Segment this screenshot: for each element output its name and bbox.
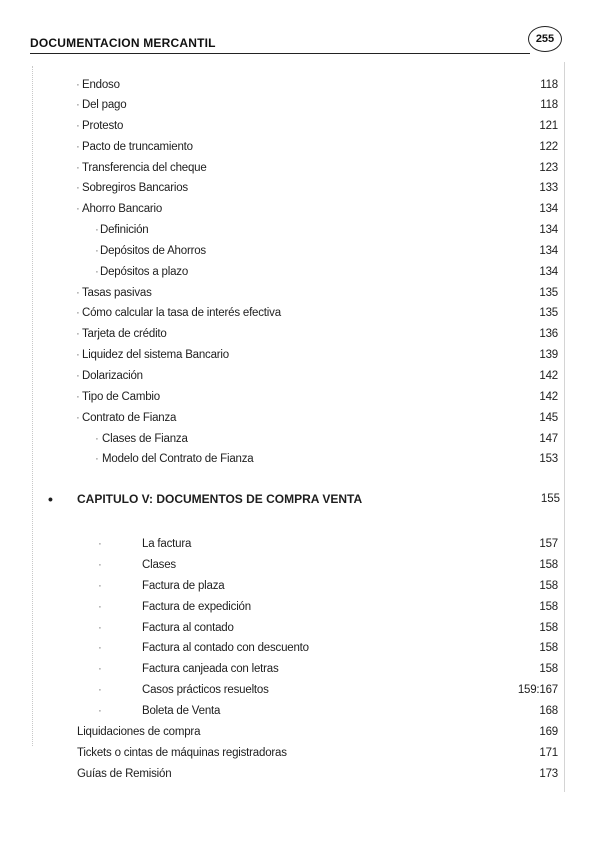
toc-entry: [0, 724, 558, 740]
entry-page: 173: [539, 768, 558, 780]
entry-label: Depósitos a plazo: [100, 266, 189, 278]
entry-label: Factura de expedición: [142, 601, 251, 613]
entry-page: 153: [539, 453, 558, 465]
entry-page: 171: [539, 747, 558, 759]
bullet-dot-icon: ·: [76, 162, 80, 174]
toc-entry: [0, 368, 558, 384]
toc-entry: [0, 222, 558, 238]
bullet-dot-icon: ·: [76, 328, 80, 340]
bullet-dot-icon: ·: [76, 203, 80, 215]
toc-entry: [0, 640, 558, 656]
page-number-badge: 255: [528, 26, 562, 52]
toc-entry: [0, 536, 558, 552]
entry-page: 169: [539, 726, 558, 738]
bullet-dot-icon: ·: [76, 79, 80, 91]
entry-page: 142: [539, 391, 558, 403]
bullet-dot-icon: ·: [76, 182, 80, 194]
bullet-dot-icon: ·: [76, 391, 80, 403]
entry-label: Del pago: [82, 99, 127, 111]
toc-entry: [0, 285, 558, 301]
entry-label: Transferencia del cheque: [82, 162, 207, 174]
entry-label: Factura de plaza: [142, 580, 225, 592]
bullet-dot-icon: ·: [76, 99, 80, 111]
entry-label: Pacto de truncamiento: [82, 141, 193, 153]
entry-page: 158: [539, 601, 558, 613]
entry-label: Dolarización: [82, 370, 143, 382]
entry-page: 134: [539, 245, 558, 257]
bullet-dot-icon: ·: [76, 287, 80, 299]
entry-page: 145: [539, 412, 558, 424]
entry-page: 135: [539, 307, 558, 319]
chapter-page: 155: [540, 493, 560, 505]
bullet-dot-icon: ·: [76, 349, 80, 361]
entry-label: Factura al contado con descuento: [142, 642, 309, 654]
toc-entry: [0, 599, 558, 615]
chapter-bullet-icon: •: [48, 491, 53, 507]
entry-label: Clases: [142, 559, 176, 571]
toc-entry: [0, 201, 558, 217]
chapter-heading: [48, 490, 560, 508]
running-header-title: DOCUMENTACION MERCANTIL: [30, 36, 216, 50]
toc-entry: [0, 77, 558, 93]
entry-label: Definición: [100, 224, 149, 236]
toc-entry: [0, 557, 558, 573]
bullet-dot-icon: ·: [98, 538, 102, 550]
entry-page: 158: [539, 642, 558, 654]
entry-label: Liquidaciones de compra: [77, 726, 201, 738]
entry-label: Liquidez del sistema Bancario: [82, 349, 229, 361]
entry-page: 157: [539, 538, 558, 550]
bullet-dot-icon: ·: [98, 663, 102, 675]
toc-entry: [0, 160, 558, 176]
bullet-dot-icon: ·: [76, 120, 80, 132]
entry-page: 158: [539, 622, 558, 634]
entry-label: Factura al contado: [142, 622, 234, 634]
entry-page: 121: [539, 120, 558, 132]
toc-entry: [0, 347, 558, 363]
entry-label: Guías de Remisión: [77, 768, 172, 780]
toc-entry: [0, 682, 558, 698]
toc-entry: [0, 431, 558, 447]
bullet-dot-icon: ·: [76, 141, 80, 153]
bullet-dot-icon: ·: [95, 266, 99, 278]
toc-entry: [0, 766, 558, 782]
entry-label: Tarjeta de crédito: [82, 328, 167, 340]
entry-page: 158: [539, 559, 558, 571]
bullet-dot-icon: ·: [98, 622, 102, 634]
entry-label: Tipo de Cambio: [82, 391, 160, 403]
bullet-dot-icon: ·: [98, 705, 102, 717]
entry-label: La factura: [142, 538, 192, 550]
entry-label: Tickets o cintas de máquinas registradoras: [77, 747, 287, 759]
toc-entry: [0, 745, 558, 761]
entry-label: Endoso: [82, 79, 120, 91]
toc-entry: [0, 389, 558, 405]
bullet-dot-icon: ·: [95, 224, 99, 236]
entry-label: Depósitos de Ahorros: [100, 245, 206, 257]
header-rule: [30, 53, 530, 54]
toc-entry: [0, 243, 558, 259]
entry-label: Boleta de Venta: [142, 705, 221, 717]
bullet-dot-icon: ·: [76, 412, 80, 424]
toc-entry: [0, 661, 558, 677]
bullet-dot-icon: ·: [95, 453, 99, 465]
bullet-dot-icon: ·: [95, 433, 99, 445]
bullet-dot-icon: ·: [98, 601, 102, 613]
entry-page: 147: [539, 433, 558, 445]
bullet-dot-icon: ·: [98, 559, 102, 571]
toc-entry: [0, 326, 558, 342]
toc-entry: [0, 578, 558, 594]
toc-entry: [0, 703, 558, 719]
bullet-dot-icon: ·: [98, 684, 102, 696]
entry-page: 159:167: [517, 684, 558, 696]
entry-label: Protesto: [82, 120, 124, 132]
bullet-dot-icon: ·: [95, 245, 99, 257]
toc-entry: [0, 264, 558, 280]
entry-page: 134: [539, 266, 558, 278]
entry-page: 142: [539, 370, 558, 382]
entry-page: 123: [539, 162, 558, 174]
toc-entry: [0, 451, 558, 467]
entry-page: 158: [539, 663, 558, 675]
entry-page: 134: [539, 224, 558, 236]
entry-page: 135: [539, 287, 558, 299]
toc-entry: [0, 410, 558, 426]
bullet-dot-icon: ·: [76, 370, 80, 382]
entry-page: 139: [539, 349, 558, 361]
toc-entry: [0, 305, 558, 321]
toc-entry: [0, 97, 558, 113]
entry-label: Tasas pasivas: [82, 287, 152, 299]
entry-label: Cómo calcular la tasa de interés efectiva: [82, 307, 281, 319]
entry-label: Sobregiros Bancarios: [82, 182, 188, 194]
entry-label: Factura canjeada con letras: [142, 663, 279, 675]
entry-label: Ahorro Bancario: [82, 203, 163, 215]
entry-page: 133: [539, 182, 558, 194]
entry-page: 118: [540, 99, 558, 111]
right-margin-rule: [564, 62, 565, 792]
entry-page: 118: [540, 79, 558, 91]
bullet-dot-icon: ·: [76, 307, 80, 319]
toc-entry: [0, 118, 558, 134]
entry-page: 168: [539, 705, 558, 717]
entry-page: 122: [539, 141, 558, 153]
toc-entry: [0, 620, 558, 636]
chapter-title: CAPITULO V: DOCUMENTOS DE COMPRA VENTA: [77, 492, 363, 506]
bullet-dot-icon: ·: [98, 580, 102, 592]
entry-label: Casos prácticos resueltos: [142, 684, 269, 696]
bullet-dot-icon: ·: [98, 642, 102, 654]
entry-page: 136: [539, 328, 558, 340]
entry-label: Modelo del Contrato de Fianza: [102, 453, 254, 465]
entry-label: Contrato de Fianza: [82, 412, 177, 424]
toc-entry: [0, 180, 558, 196]
entry-page: 158: [539, 580, 558, 592]
entry-page: 134: [539, 203, 558, 215]
entry-label: Clases de Fianza: [102, 433, 188, 445]
toc-entry: [0, 139, 558, 155]
